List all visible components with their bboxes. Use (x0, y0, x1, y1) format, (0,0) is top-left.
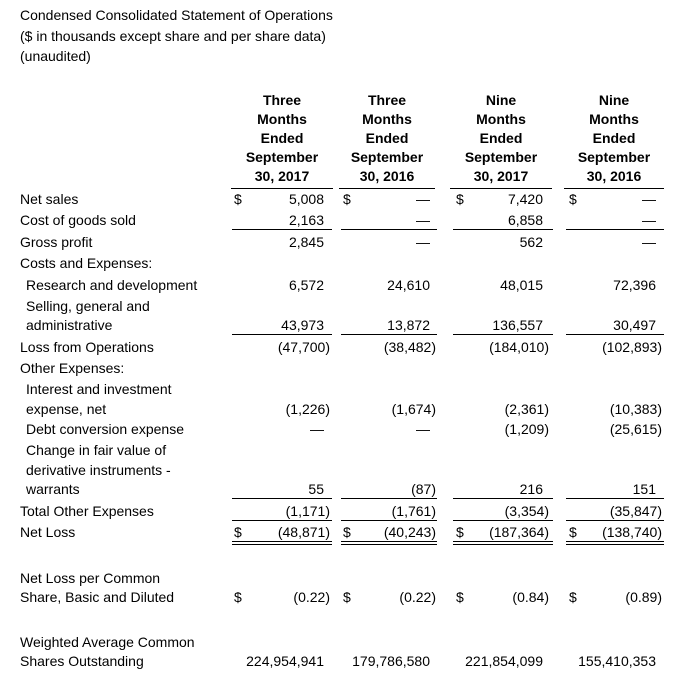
label-interest-2: expense, net (26, 401, 107, 417)
value-cell: (1,761) (391, 503, 436, 519)
label-sga-1: Selling, general and (26, 298, 150, 314)
label-fair-value-2: derivative instruments - (26, 462, 171, 478)
label-other-header: Other Expenses: (20, 360, 125, 376)
label-eps-1: Net Loss per Common (20, 570, 161, 586)
title-line-1: Condensed Consolidated Statement of Operations (20, 7, 333, 23)
currency-symbol: $ (569, 524, 577, 540)
label-interest-1: Interest and investment (26, 381, 172, 397)
value-cell: 72,396 (613, 277, 656, 293)
value-cell: 155,410,353 (578, 653, 656, 669)
currency-symbol: $ (234, 524, 242, 540)
label-gross-profit: Gross profit (20, 234, 93, 250)
value-cell: 13,872 (387, 317, 430, 333)
value-cell: — (642, 234, 656, 250)
currency-symbol: $ (234, 191, 242, 207)
value-cell: 43,973 (281, 317, 324, 333)
value-cell: (3,354) (504, 503, 549, 519)
column-header-9m-2016: Nine Months Ended September 30, 2016 (564, 91, 664, 189)
currency-symbol: $ (456, 524, 464, 540)
label-fair-value-1: Change in fair value of (26, 442, 167, 458)
value-cell: (0.84) (512, 589, 549, 605)
label-fair-value-3: warrants (26, 481, 80, 497)
currency-symbol: $ (343, 589, 351, 605)
label-rnd: Research and development (26, 277, 198, 293)
value-cell: 55 (308, 481, 324, 497)
value-cell: 48,015 (500, 277, 543, 293)
value-cell: — (416, 234, 430, 250)
value-cell: 6,572 (288, 277, 324, 293)
currency-symbol: $ (343, 191, 351, 207)
value-cell: — (416, 191, 430, 207)
label-shares-1: Weighted Average Common (20, 634, 195, 650)
value-cell: (187,364) (489, 524, 549, 540)
label-cogs: Cost of goods sold (20, 212, 136, 228)
value-cell: 221,854,099 (465, 653, 543, 669)
value-cell: (38,482) (383, 339, 436, 355)
label-loss-ops: Loss from Operations (20, 339, 154, 355)
value-cell: — (416, 212, 430, 228)
value-cell: (1,226) (285, 401, 330, 417)
value-cell: (0.22) (399, 589, 436, 605)
value-cell: (1,209) (504, 421, 549, 437)
label-eps-2: Share, Basic and Diluted (20, 589, 175, 605)
value-cell: (102,893) (602, 339, 662, 355)
column-header-3m-2017: Three Months Ended September 30, 2017 (231, 91, 333, 189)
value-cell: 7,420 (507, 191, 543, 207)
value-cell: (25,615) (609, 421, 662, 437)
value-cell: — (310, 421, 324, 437)
title-line-3: (unaudited) (20, 48, 91, 64)
currency-symbol: $ (569, 589, 577, 605)
value-cell: — (642, 191, 656, 207)
label-debt-conv: Debt conversion expense (26, 421, 184, 437)
currency-symbol: $ (456, 191, 464, 207)
label-total-other: Total Other Expenses (20, 503, 154, 519)
value-cell: (35,847) (609, 503, 662, 519)
title-line-2: ($ in thousands except share and per share data) (20, 28, 326, 44)
column-header-3m-2016: Three Months Ended September 30, 2016 (339, 91, 435, 189)
value-cell: 216 (519, 481, 543, 497)
column-header-9m-2017: Nine Months Ended September 30, 2017 (450, 91, 552, 189)
currency-symbol: $ (569, 191, 577, 207)
value-cell: (48,871) (277, 524, 330, 540)
value-cell: 2,163 (288, 212, 324, 228)
value-cell: (2,361) (504, 401, 549, 417)
currency-symbol: $ (234, 589, 242, 605)
value-cell: (138,740) (602, 524, 662, 540)
value-cell: 224,954,941 (246, 653, 324, 669)
value-cell: (0.89) (625, 589, 662, 605)
value-cell: 5,008 (288, 191, 324, 207)
value-cell: 2,845 (288, 234, 324, 250)
value-cell: (1,674) (391, 401, 436, 417)
value-cell: 179,786,580 (352, 653, 430, 669)
value-cell: (1,171) (285, 503, 330, 519)
currency-symbol: $ (343, 524, 351, 540)
value-cell: (87) (411, 481, 436, 497)
value-cell: 6,858 (507, 212, 543, 228)
label-shares-2: Shares Outstanding (20, 653, 144, 669)
value-cell: 30,497 (613, 317, 656, 333)
value-cell: — (416, 421, 430, 437)
label-net-loss: Net Loss (20, 524, 76, 540)
value-cell: (184,010) (489, 339, 549, 355)
currency-symbol: $ (456, 589, 464, 605)
label-costs-header: Costs and Expenses: (20, 255, 153, 271)
value-cell: 151 (632, 481, 656, 497)
value-cell: — (642, 212, 656, 228)
label-sga-2: administrative (26, 317, 113, 333)
value-cell: (47,700) (277, 339, 330, 355)
value-cell: (40,243) (383, 524, 436, 540)
value-cell: (0.22) (293, 589, 330, 605)
value-cell: 24,610 (387, 277, 430, 293)
label-net-sales: Net sales (20, 191, 79, 207)
value-cell: 562 (519, 234, 543, 250)
value-cell: (10,383) (609, 401, 662, 417)
value-cell: 136,557 (492, 317, 543, 333)
